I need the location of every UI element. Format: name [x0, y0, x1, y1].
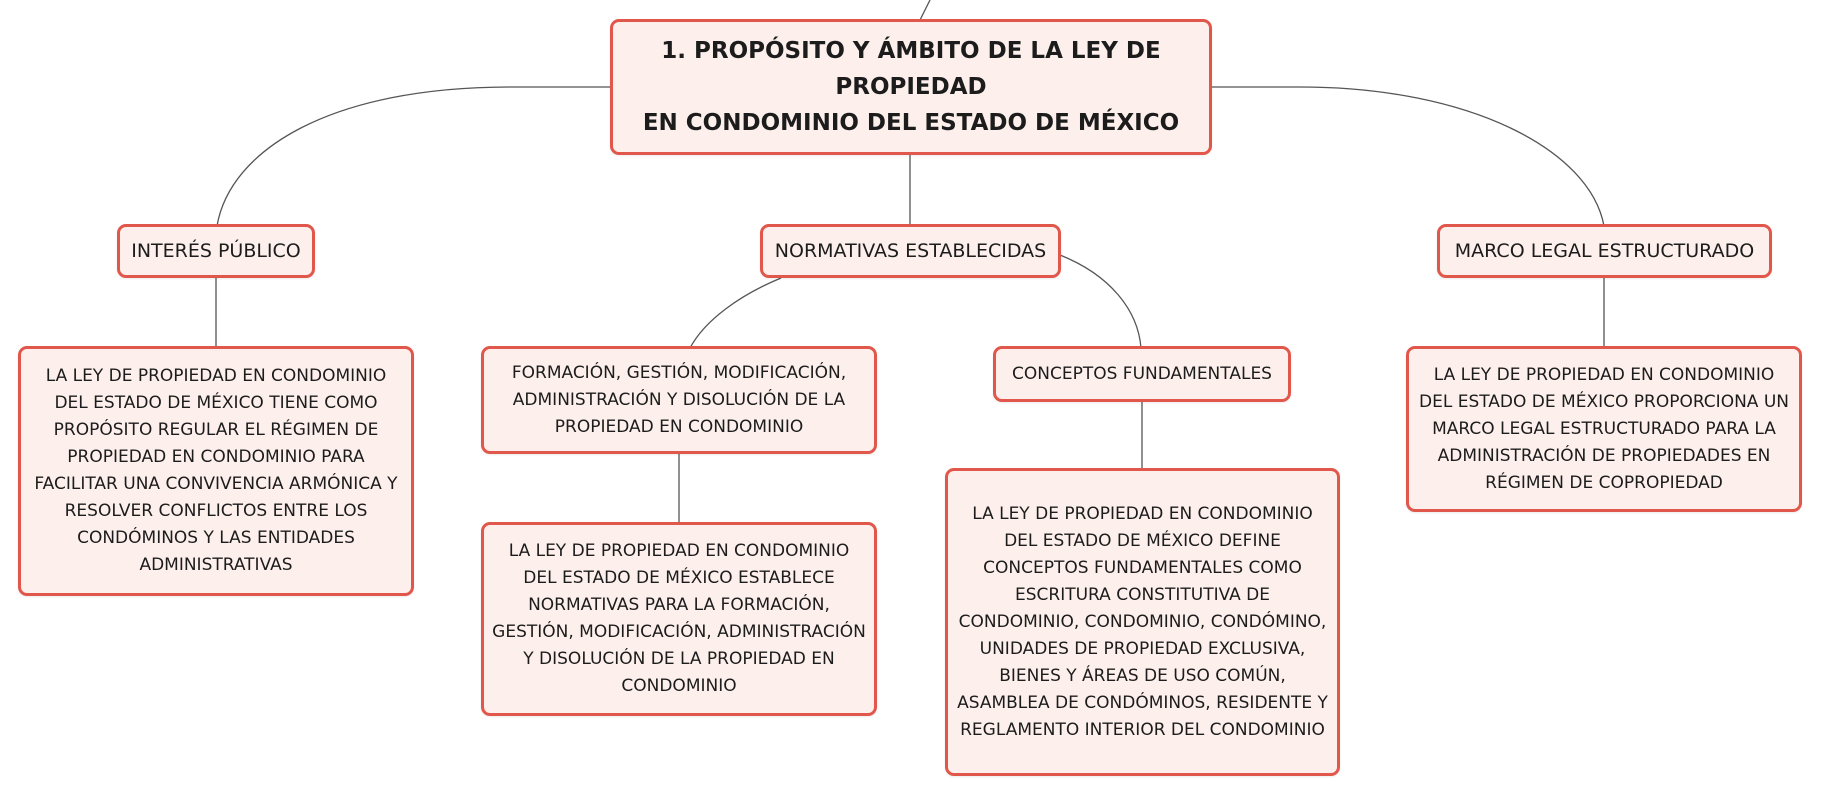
- interes-publico-node[interactable]: [117, 224, 315, 278]
- connector-normativas-to-formacion: [690, 278, 781, 348]
- marco-legal-estructurado-node[interactable]: [1437, 224, 1772, 278]
- root-node[interactable]: [610, 19, 1212, 155]
- interes-publico-label: INTERÉS PÚBLICO: [131, 240, 301, 262]
- root-title-line1: 1. PROPÓSITO Y ÁMBITO DE LA LEY DE PROPIEDAD: [661, 38, 1161, 100]
- conceptos-fundamentales-detail-node[interactable]: [945, 468, 1340, 776]
- normativas-establecidas-node[interactable]: [760, 224, 1061, 278]
- interes-publico-detail-text: LA LEY DE PROPIEDAD EN CONDOMINIO DEL ESTADO DE MÉXICO TIENE COMO PROPÓSITO REGULAR EL RÉGIMEN DE PROPIEDAD EN CONDOMINIO PARA FACILITAR UNA CONVIVENCIA ARMÓNICA Y RESOLVER CONFLICTOS ENTRE LOS CONDÓMINOS Y LAS ENTIDADES ADMINISTRATIVAS: [34, 366, 398, 575]
- formacion-gestion-label: FORMACIÓN, GESTIÓN, MODIFICACIÓN, ADMINISTRACIÓN Y DISOLUCIÓN DE LA PROPIEDAD EN CONDOMINIO: [511, 362, 847, 437]
- connector-parent-to-root: [920, 0, 930, 20]
- normativas-establecidas-label: NORMATIVAS ESTABLECIDAS: [774, 240, 1047, 262]
- marco-legal-detail-node[interactable]: [1406, 346, 1802, 512]
- connector-root-to-interes-publico: [217, 87, 610, 226]
- connector-normativas-to-conceptos: [1060, 255, 1141, 348]
- connector-root-to-marco-legal: [1212, 87, 1604, 226]
- marco-legal-detail-text: LA LEY DE PROPIEDAD EN CONDOMINIO DEL ESTADO DE MÉXICO PROPORCIONA UN MARCO LEGAL ESTRUCTURADO PARA LA ADMINISTRACIÓN DE PROPIEDADES EN RÉGIMEN DE COPROPIEDAD: [1419, 364, 1789, 493]
- conceptos-fundamentales-label: CONCEPTOS FUNDAMENTALES: [1012, 364, 1272, 384]
- conceptos-fundamentales-node[interactable]: [993, 346, 1291, 402]
- formacion-gestion-detail-node[interactable]: [481, 522, 877, 716]
- conceptos-fundamentales-detail-text: LA LEY DE PROPIEDAD EN CONDOMINIO DEL ESTADO DE MÉXICO DEFINE CONCEPTOS FUNDAMENTALES COMO ESCRITURA CONSTITUTIVA DE CONDOMINIO, CONDOMINIO, CONDÓMINO, UNIDADES DE PROPIEDAD EXCLUSIVA, BIENES Y ÁREAS DE USO COMÚN, ASAMBLEA DE CONDÓMINOS, RESIDENTE Y REGLAMENTO INTERIOR DEL CONDOMINIO: [957, 503, 1328, 740]
- root-title-line2: EN CONDOMINIO DEL ESTADO DE MÉXICO: [642, 110, 1180, 136]
- marco-legal-estructurado-label: MARCO LEGAL ESTRUCTURADO: [1454, 240, 1755, 262]
- formacion-gestion-node[interactable]: [481, 346, 877, 454]
- root-title: [621, 33, 1201, 141]
- formacion-gestion-detail-text: LA LEY DE PROPIEDAD EN CONDOMINIO DEL ESTADO DE MÉXICO ESTABLECE NORMATIVAS PARA LA FORMACIÓN, GESTIÓN, MODIFICACIÓN, ADMINISTRACIÓN Y DISOLUCIÓN DE LA PROPIEDAD EN CONDOMINIO: [492, 541, 866, 696]
- interes-publico-detail-node[interactable]: [18, 346, 414, 596]
